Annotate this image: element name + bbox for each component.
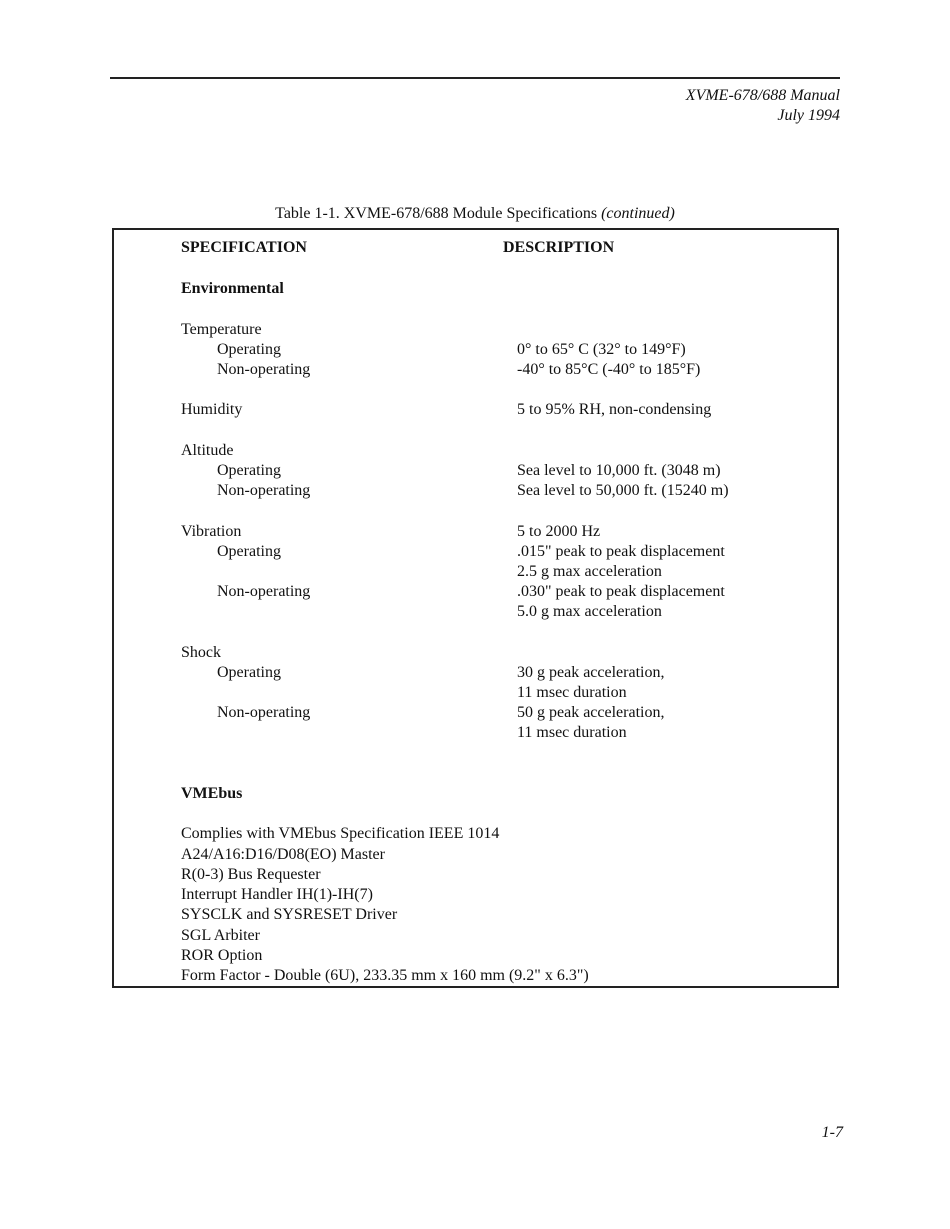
shock-operating-value-2: 11 msec duration xyxy=(517,684,627,701)
vmebus-line: SYSCLK and SYSRESET Driver xyxy=(181,906,398,923)
shock-nonop-label: Non-operating xyxy=(217,704,311,721)
vibration-range-value: 5 to 2000 Hz xyxy=(517,523,601,540)
altitude-label: Altitude xyxy=(181,442,234,459)
altitude-operating-value: Sea level to 10,000 ft. (3048 m) xyxy=(517,462,721,479)
vmebus-line: Interrupt Handler IH(1)-IH(7) xyxy=(181,886,373,903)
running-header xyxy=(686,86,840,126)
section-heading-environmental: Environmental xyxy=(181,280,284,297)
vmebus-line: R(0-3) Bus Requester xyxy=(181,866,321,883)
temperature-operating-value: 0° to 65° C (32° to 149°F) xyxy=(517,341,686,358)
altitude-operating-label: Operating xyxy=(217,462,281,479)
column-header-description: DESCRIPTION xyxy=(503,239,615,256)
altitude-nonop-value: Sea level to 50,000 ft. (15240 m) xyxy=(517,482,729,499)
table-caption xyxy=(0,204,950,224)
section-heading-vmebus: VMEbus xyxy=(181,785,243,802)
shock-nonop-value-2: 11 msec duration xyxy=(517,724,627,741)
vibration-nonop-label: Non-operating xyxy=(217,583,311,600)
vibration-operating-value-2: 2.5 g max acceleration xyxy=(517,563,662,580)
column-header-specification: SPECIFICATION xyxy=(181,239,307,256)
manual-date: July 1994 xyxy=(777,107,840,124)
shock-operating-value-1: 30 g peak acceleration, xyxy=(517,664,665,681)
vmebus-line: A24/A16:D16/D08(EO) Master xyxy=(181,846,385,863)
temperature-label: Temperature xyxy=(181,321,262,338)
humidity-label: Humidity xyxy=(181,401,243,418)
shock-label: Shock xyxy=(181,644,221,661)
page-number: 1-7 xyxy=(821,1124,843,1141)
vibration-label: Vibration xyxy=(181,523,242,540)
altitude-nonop-label: Non-operating xyxy=(217,482,311,499)
vmebus-line: ROR Option xyxy=(181,947,263,964)
vmebus-line: Form Factor - Double (6U), 233.35 mm x 160 mm (9.2" x 6.3") xyxy=(181,967,589,984)
caption-continued: (continued) xyxy=(601,205,675,222)
vibration-operating-label: Operating xyxy=(217,543,281,560)
vibration-operating-value-1: .015" peak to peak displacement xyxy=(517,543,725,560)
temperature-nonop-label: Non-operating xyxy=(217,361,311,378)
temperature-nonop-value: -40° to 85°C (-40° to 185°F) xyxy=(517,361,701,378)
vibration-nonop-value-2: 5.0 g max acceleration xyxy=(517,603,662,620)
shock-nonop-value-1: 50 g peak acceleration, xyxy=(517,704,665,721)
caption-text: Table 1-1. XVME-678/688 Module Specifications xyxy=(275,205,598,222)
vmebus-line: SGL Arbiter xyxy=(181,927,260,944)
manual-title: XVME-678/688 Manual xyxy=(685,87,840,104)
shock-operating-label: Operating xyxy=(217,664,281,681)
header-rule xyxy=(110,77,840,79)
humidity-value: 5 to 95% RH, non-condensing xyxy=(517,401,712,418)
vmebus-line: Complies with VMEbus Specification IEEE 1014 xyxy=(181,825,500,842)
vibration-nonop-value-1: .030" peak to peak displacement xyxy=(517,583,725,600)
temperature-operating-label: Operating xyxy=(217,341,281,358)
